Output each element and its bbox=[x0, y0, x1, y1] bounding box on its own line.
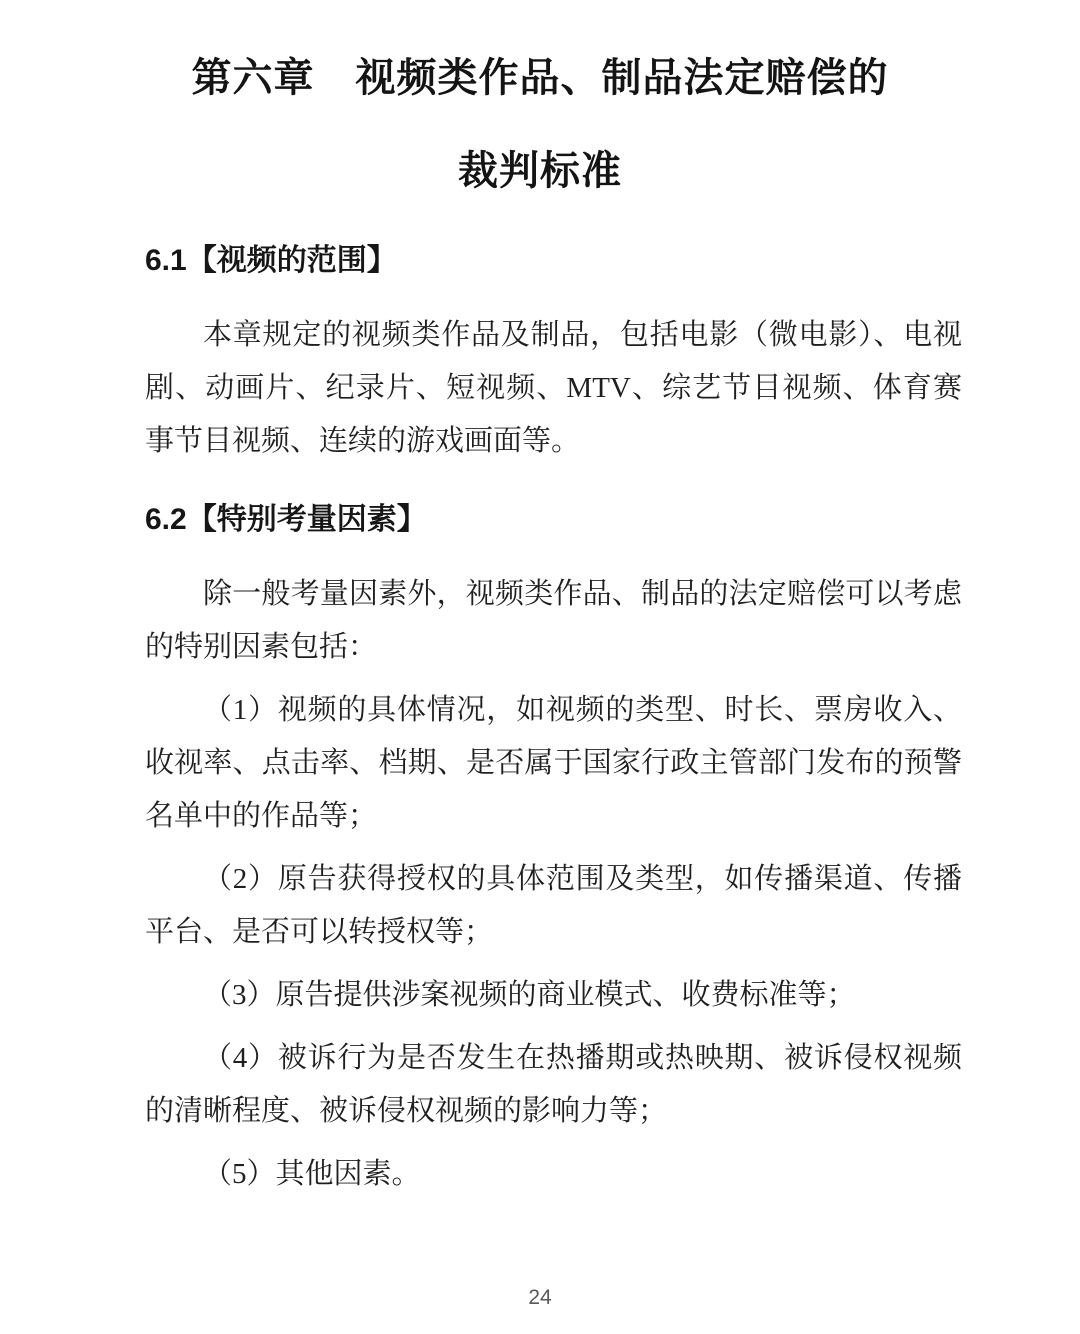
factor-item-2: （2）原告获得授权的具体范围及类型，如传播渠道、传播平台、是否可以转授权等； bbox=[145, 863, 962, 948]
factor-item-3: （3）原告提供涉案视频的商业模式、收费标准等； bbox=[203, 979, 856, 1011]
section-6-2-intro-paragraph: 除一般考量因素外，视频类作品、制品的法定赔偿可以考虑的特别因素包括： bbox=[145, 578, 962, 663]
chapter-title-line1: 第六章 视频类作品、制品法定赔偿的 bbox=[191, 56, 889, 100]
section-6-2-heading: 6.2【特别考量因素】 bbox=[145, 503, 427, 536]
chapter-title-line2: 裁判标准 bbox=[458, 149, 622, 193]
chapter-title bbox=[0, 51, 1080, 199]
section-6-1 bbox=[145, 241, 962, 468]
section-6-2 bbox=[145, 500, 962, 1201]
factor-item-1: （1）视频的具体情况，如视频的类型、时长、票房收入、收视率、点击率、档期、是否属于国家行政主管部门发布的预警名单中的作品等； bbox=[145, 694, 962, 832]
page-number: 24 bbox=[528, 1286, 552, 1309]
section-6-1-paragraph: 本章规定的视频类作品及制品，包括电影（微电影）、电视剧、动画片、纪录片、短视频、MTV、综艺节目视频、体育赛事节目视频、连续的游戏画面等。 bbox=[145, 319, 962, 457]
factor-item-4: （4）被诉行为是否发生在热播期或热映期、被诉侵权视频的清晰程度、被诉侵权视频的影响力等； bbox=[145, 1042, 962, 1127]
section-6-1-heading: 6.1【视频的范围】 bbox=[145, 244, 397, 277]
factor-item-5: （5）其他因素。 bbox=[203, 1158, 421, 1190]
